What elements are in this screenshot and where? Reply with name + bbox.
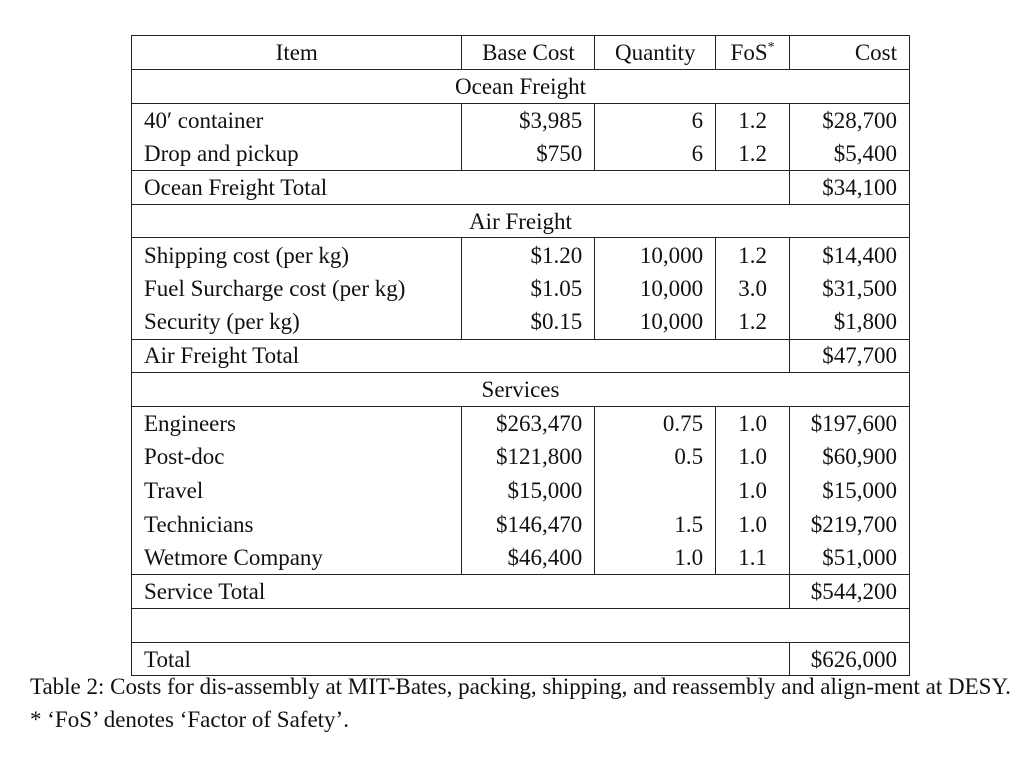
cell-item: Security (per kg) (132, 305, 462, 339)
cell-base-cost: $3,985 (462, 103, 595, 137)
table-body (132, 70, 910, 676)
cell-cost: $28,700 (790, 103, 910, 137)
cell-base-cost: $1.05 (462, 272, 595, 306)
grand-total-value: $626,000 (790, 642, 910, 676)
cell-cost: $219,700 (790, 507, 910, 541)
table-row (132, 137, 910, 171)
cell-cost: $15,000 (790, 474, 910, 508)
section-total-value: $544,200 (790, 575, 910, 609)
section-header-row (132, 204, 910, 238)
section-total-label: Air Freight Total (132, 339, 790, 373)
header-item: Item (132, 36, 462, 70)
cell-quantity: 1.5 (595, 507, 716, 541)
cell-fos: 1.1 (716, 541, 790, 575)
table-row (132, 440, 910, 474)
cell-base-cost: $146,470 (462, 507, 595, 541)
cell-quantity: 10,000 (595, 272, 716, 306)
cell-item: Engineers (132, 406, 462, 440)
section-total-row (132, 575, 910, 609)
cell-item: Technicians (132, 507, 462, 541)
cell-base-cost: $15,000 (462, 474, 595, 508)
cell-item: Post-doc (132, 440, 462, 474)
header-fos-label: FoS (730, 40, 768, 65)
cell-fos: 1.2 (716, 137, 790, 171)
cell-cost: $51,000 (790, 541, 910, 575)
section-title: Services (132, 373, 910, 407)
cell-base-cost: $263,470 (462, 406, 595, 440)
cost-table (131, 35, 910, 676)
table-row (132, 406, 910, 440)
cell-base-cost: $46,400 (462, 541, 595, 575)
cell-cost: $60,900 (790, 440, 910, 474)
table-row (132, 507, 910, 541)
cell-item: Fuel Surcharge cost (per kg) (132, 272, 462, 306)
cell-item: Wetmore Company (132, 541, 462, 575)
table-row (132, 272, 910, 306)
cell-fos: 1.2 (716, 238, 790, 272)
cell-base-cost: $0.15 (462, 305, 595, 339)
cell-fos: 1.0 (716, 507, 790, 541)
cell-base-cost: $121,800 (462, 440, 595, 474)
header-fos-footnote-mark: * (767, 40, 775, 55)
section-title: Ocean Freight (132, 70, 910, 104)
header-row (132, 36, 910, 70)
cell-fos: 1.0 (716, 440, 790, 474)
header-base-cost: Base Cost (462, 36, 595, 70)
cell-cost: $5,400 (790, 137, 910, 171)
section-total-row (132, 171, 910, 205)
cell-quantity: 1.0 (595, 541, 716, 575)
cell-quantity: 10,000 (595, 238, 716, 272)
cell-cost: $1,800 (790, 305, 910, 339)
table-row (132, 305, 910, 339)
cell-cost: $14,400 (790, 238, 910, 272)
spacer-row (132, 609, 910, 643)
cell-item: Shipping cost (per kg) (132, 238, 462, 272)
spacer-cell (132, 609, 910, 643)
table-row (132, 474, 910, 508)
section-total-label: Ocean Freight Total (132, 171, 790, 205)
cell-quantity: 10,000 (595, 305, 716, 339)
section-total-value: $34,100 (790, 171, 910, 205)
cell-quantity: 0.5 (595, 440, 716, 474)
table-row (132, 541, 910, 575)
header-cost: Cost (790, 36, 910, 70)
cell-quantity: 6 (595, 137, 716, 171)
cell-quantity: 0.75 (595, 406, 716, 440)
cell-fos: 1.0 (716, 474, 790, 508)
section-title: Air Freight (132, 204, 910, 238)
section-header-row (132, 70, 910, 104)
cell-fos: 1.2 (716, 103, 790, 137)
table-caption: Table 2: Costs for dis-assembly at MIT-Bates, packing, shipping, and reassembly and align-ment at DESY. * ‘FoS’ denotes ‘Factor of Safety’. (30, 674, 1011, 732)
cell-base-cost: $750 (462, 137, 595, 171)
table-row (132, 103, 910, 137)
cell-fos: 1.2 (716, 305, 790, 339)
cell-item: Drop and pickup (132, 137, 462, 171)
cell-cost: $31,500 (790, 272, 910, 306)
header-fos (716, 36, 790, 70)
table-row (132, 238, 910, 272)
cell-fos: 1.0 (716, 406, 790, 440)
cell-quantity: 6 (595, 103, 716, 137)
grand-total-label: Total (132, 642, 790, 676)
header-quantity: Quantity (595, 36, 716, 70)
cell-item: Travel (132, 474, 462, 508)
cell-fos: 3.0 (716, 272, 790, 306)
section-total-label: Service Total (132, 575, 790, 609)
cell-base-cost: $1.20 (462, 238, 595, 272)
section-total-row (132, 339, 910, 373)
section-header-row (132, 373, 910, 407)
cell-cost: $197,600 (790, 406, 910, 440)
section-total-value: $47,700 (790, 339, 910, 373)
cell-quantity (595, 474, 716, 508)
cell-item: 40′ container (132, 103, 462, 137)
